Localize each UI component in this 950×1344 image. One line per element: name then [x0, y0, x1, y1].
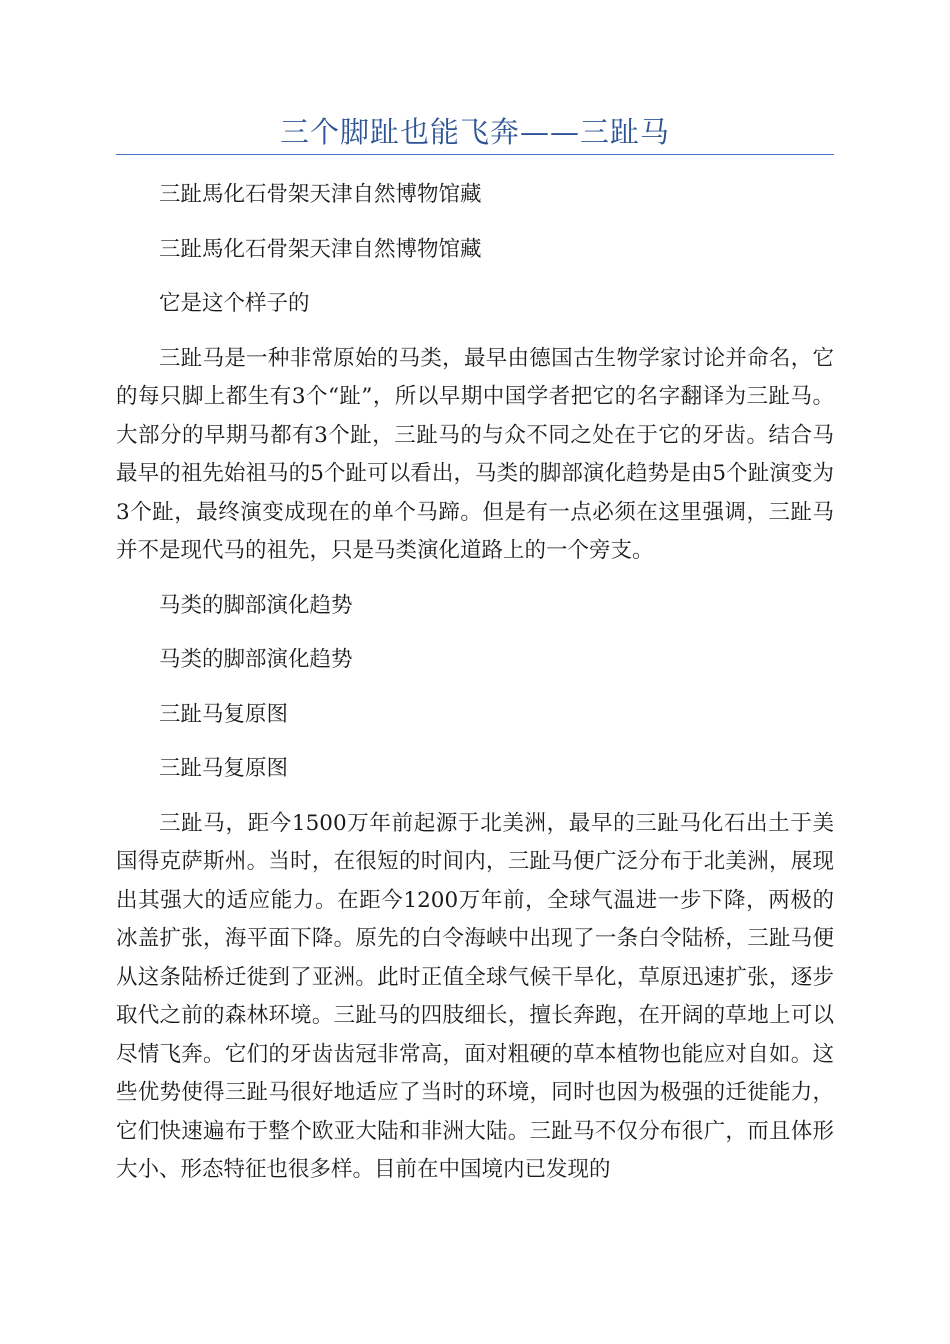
paragraph-caption: 马类的脚部演化趋势 [159, 647, 353, 672]
document-body [116, 176, 834, 1206]
paragraph-caption: 三趾马复原图 [159, 701, 289, 727]
paragraph-caption: 三趾馬化石骨架天津自然博物馆藏 [159, 236, 482, 262]
paragraph-caption: 三趾馬化石骨架天津自然博物馆藏 [159, 182, 482, 207]
paragraph-caption: 马类的脚部演化趋势 [159, 592, 353, 618]
paragraph-text: 三趾马，距今1500万年前起源于北美洲，最早的三趾马化石出土于美国得克萨斯州。当时，在很短的时间内，三趾马便广泛分布于北美洲，展现出其强大的适应能力。在距今1200万年前，全球气温进一步下降，两极的冰盖扩张，海平面下降。原先的白令海峡中出现了一条白令陆桥，三趾马便从这条陆桥迁徙到了亚洲。此时正值全球气候干旱化，草原迅速扩张，逐步取代之前的森林环境。三趾马的四肢细长，擅长奔跑，在开阔的草地上可以尽情飞奔。它们的牙齿齿冠非常高，面对粗硬的草本植物也能应对自如。这些优势使得三趾马很好地适应了当时的环境，同时也因为极强的迁徙能力，它们快速遍布于整个欧亚大陆和非洲大陆。三趾马不仅分布很广，而且体形大小、形态特征也很多样。目前在中国境内已发现的 [116, 810, 834, 1182]
paragraph-caption: 三趾马复原图 [159, 756, 289, 781]
paragraph-caption: 它是这个样子的 [159, 291, 310, 316]
title-underline [116, 154, 834, 155]
document-title: 三个脚趾也能飞奔——三趾马 [279, 115, 670, 149]
paragraph-text: 三趾马是一种非常原始的马类，最早由德国古生物学家讨论并命名，它的每只脚上都生有3个“趾”，所以早期中国学者把它的名字翻译为三趾马。大部分的早期马都有3个趾，三趾马的与众不同之处在于它的牙齿。结合马最早的祖先始祖马的5个趾可以看出，马类的脚部演化趋势是由5个趾演变为3个趾，最终演变成现在的单个马蹄。但是有一点必须在这里强调，三趾马并不是现代马的祖先，只是马类演化道路上的一个旁支。 [116, 345, 834, 563]
